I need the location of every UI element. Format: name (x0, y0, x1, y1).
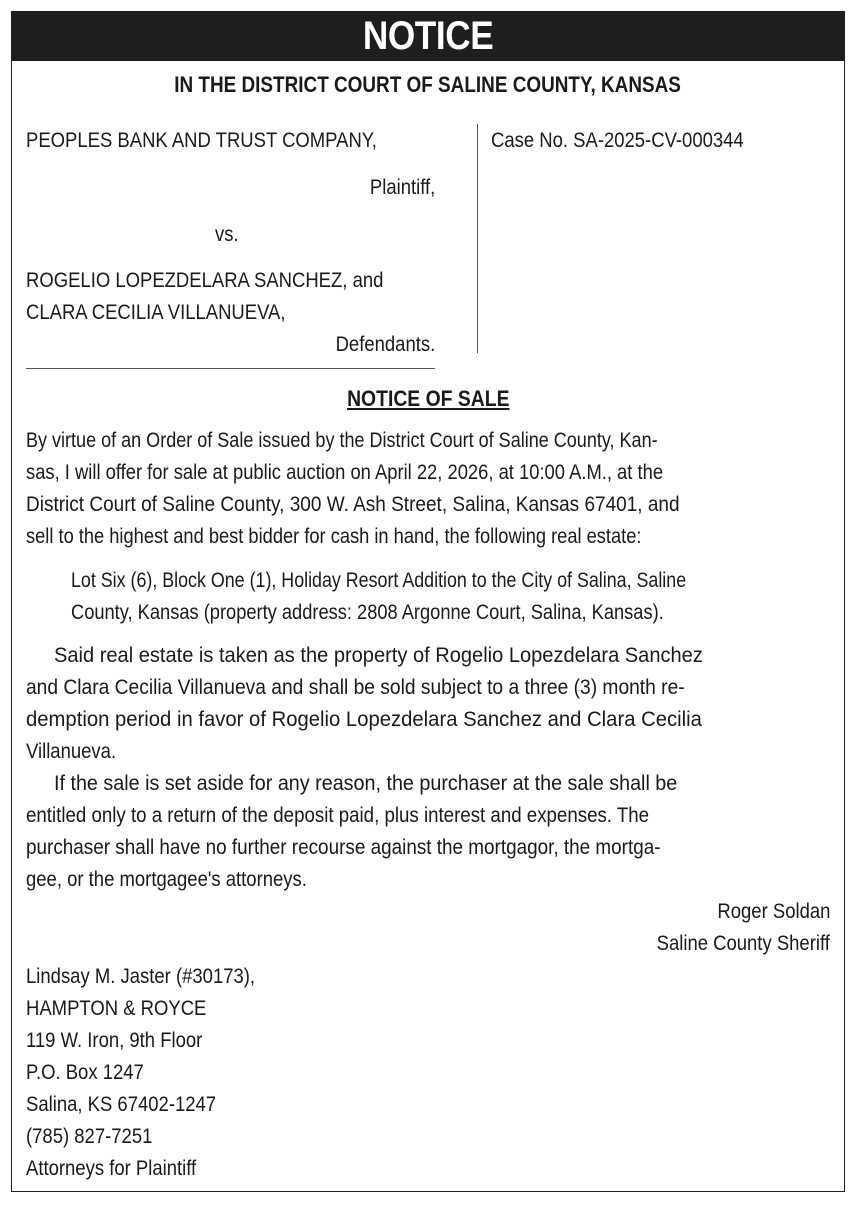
court-title (11, 72, 845, 98)
paragraph-line: sell to the highest and best bidder for cash in hand, the following real estate: (26, 525, 642, 548)
attorney-line: 119 W. Iron, 9th Floor (26, 1029, 203, 1052)
paragraph-line: entitled only to a return of the deposit paid, plus interest and expenses. The (26, 804, 650, 827)
paragraph-line: If the sale is set aside for any reason, the purchaser at the sale shall be (54, 772, 678, 795)
court-title-text: IN THE DISTRICT COURT OF SALINE COUNTY, KANSAS (174, 72, 682, 97)
defendant-role: Defendants. (335, 333, 435, 356)
versus-label: vs. (215, 223, 239, 246)
attorney-line: Lindsay M. Jaster (#30173), (26, 965, 256, 988)
sheriff-name: Roger Soldan (716, 900, 830, 923)
plaintiff-role: Plaintiff, (369, 176, 435, 199)
paragraph-line: Lot Six (6), Block One (1), Holiday Resort Addition to the City of Salina, Saline (71, 569, 687, 592)
paragraph-order-of-sale (26, 425, 830, 553)
paragraph-line: District Court of Saline County, 300 W. Ash Street, Salina, Kansas 67401, and (26, 493, 680, 516)
banner-title: NOTICE (362, 14, 494, 58)
sheriff-title: Saline County Sheriff (656, 932, 830, 955)
paragraph-line: By virtue of an Order of Sale issued by the District Court of Saline County, Kan- (26, 429, 658, 452)
attorney-line: Attorneys for Plaintiff (26, 1157, 197, 1180)
attorney-line: P.O. Box 1247 (26, 1061, 144, 1084)
paragraph-line: Villanueva. (26, 740, 117, 763)
caption-divider-vertical (477, 124, 478, 353)
defendant-line-1: ROGELIO LOPEZDELARA SANCHEZ, and (26, 269, 384, 292)
paragraph-property-redemption (26, 640, 830, 768)
legal-description (71, 565, 831, 629)
attorney-block (26, 961, 830, 1185)
notice-banner (11, 11, 845, 61)
attorney-line: HAMPTON & ROYCE (26, 997, 207, 1020)
attorney-line: Salina, KS 67402-1247 (26, 1093, 217, 1116)
paragraph-line: purchaser shall have no further recourse against the mortgagor, the mortga- (26, 836, 661, 859)
paragraph-line: Said real estate is taken as the property of Rogelio Lopezdelara Sanchez (54, 644, 703, 667)
paragraph-line: County, Kansas (property address: 2808 Argonne Court, Salina, Kansas). (71, 601, 664, 624)
caption-divider-horizontal (26, 368, 435, 369)
notice-of-sale-heading: NOTICE OF SALE (346, 386, 510, 411)
paragraph-set-aside (26, 768, 830, 896)
case-number: Case No. SA-2025-CV-000344 (491, 129, 744, 152)
paragraph-line: demption period in favor of Rogelio Lopezdelara Sanchez and Clara Cecilia (26, 708, 702, 731)
defendant-line-2: CLARA CECILIA VILLANUEVA, (26, 301, 286, 324)
paragraph-line: sas, I will offer for sale at public auction on April 22, 2026, at 10:00 A.M., at the (26, 461, 664, 484)
paragraph-line: gee, or the mortgagee's attorneys. (26, 868, 307, 891)
paragraph-line: and Clara Cecilia Villanueva and shall be sold subject to a three (3) month re- (26, 676, 685, 699)
plaintiff-name: PEOPLES BANK AND TRUST COMPANY, (26, 129, 377, 152)
attorney-line: (785) 827-7251 (26, 1125, 153, 1148)
